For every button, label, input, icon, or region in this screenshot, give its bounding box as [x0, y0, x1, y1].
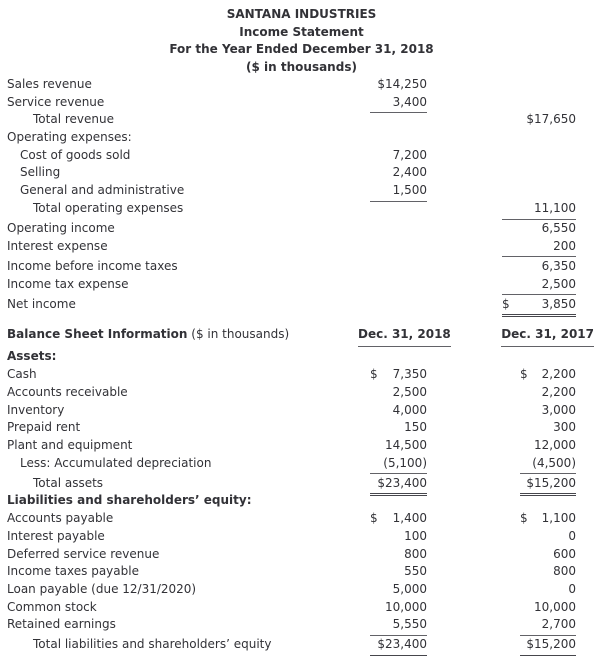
- amount-number: 3,850: [541, 296, 576, 311]
- row-label: Total liabilities and shareholders’ equity: [33, 637, 272, 652]
- row-amount-col2: [427, 636, 576, 656]
- row-label: Income before income taxes: [7, 258, 178, 273]
- row-label: Plant and equipment: [7, 437, 133, 452]
- balance-sheet-row: [7, 581, 576, 599]
- row-label: Loan payable (due 12/31/2020): [7, 581, 197, 596]
- income-statement-row: [7, 276, 576, 294]
- row-amount-col1: [340, 419, 427, 437]
- amount-value: 800: [553, 564, 576, 579]
- row-amount-col1: [340, 366, 427, 384]
- amount-value: 2,200: [541, 384, 576, 399]
- income-statement-row: [7, 164, 576, 182]
- row-amount-col2: [427, 510, 576, 528]
- amount-value: [370, 366, 427, 384]
- column-header-dec-31-2018: Dec. 31, 2018: [358, 326, 451, 347]
- statement-units: ($ in thousands): [246, 59, 357, 74]
- income-statement-row: [7, 238, 576, 256]
- row-amount-col1: [340, 636, 427, 656]
- row-amount-col2: [427, 616, 576, 636]
- amount-value: 5,000: [392, 581, 427, 596]
- row-amount-col2: [427, 111, 576, 129]
- row-label: Total revenue: [33, 112, 114, 127]
- amount-value: $15,200: [520, 475, 576, 497]
- company-name: SANTANA INDUSTRIES: [226, 7, 377, 21]
- row-amount-col1: [340, 546, 427, 564]
- income-statement-row: [7, 76, 576, 94]
- income-statement-heading: [17, 6, 586, 76]
- amount-value: (5,100): [370, 455, 427, 475]
- row-amount-col1: [340, 599, 427, 617]
- row-label: Cash: [7, 367, 37, 382]
- row-label: Total assets: [33, 475, 104, 490]
- row-amount-col1: [340, 581, 427, 599]
- currency-symbol: $: [370, 367, 378, 382]
- row-amount-col2: [427, 581, 576, 599]
- row-amount-col2: [427, 220, 576, 238]
- row-label: Assets:: [7, 349, 57, 364]
- amount-value: [502, 296, 576, 318]
- currency-symbol: $: [370, 511, 378, 526]
- balance-sheet-row: [7, 599, 576, 617]
- row-label: Less: Accumulated depreciation: [20, 455, 212, 470]
- row-label: Accounts receivable: [7, 384, 128, 399]
- row-label: Interest expense: [7, 238, 108, 253]
- row-label: Income taxes payable: [7, 564, 139, 579]
- row-amount-col1: [340, 616, 427, 636]
- column-2018-header-cell: [340, 326, 451, 347]
- balance-sheet-header-row: [7, 326, 594, 348]
- row-amount-col2: [427, 276, 576, 296]
- row-label: Interest payable: [7, 528, 105, 543]
- amount-value: 200: [502, 238, 576, 258]
- amount-number: 1,100: [541, 511, 576, 526]
- amount-value: $15,200: [520, 636, 576, 656]
- amount-value: 600: [553, 546, 576, 561]
- row-amount-col1: [340, 510, 427, 528]
- income-statement-rows: [7, 76, 576, 313]
- amount-value: 2,700: [520, 616, 576, 636]
- balance-sheet-row: [7, 563, 576, 581]
- row-amount-col2: [427, 419, 576, 437]
- income-statement-row: [7, 129, 576, 147]
- row-amount-col2: [427, 258, 576, 276]
- amount-value: 3,400: [370, 94, 427, 114]
- row-label: Common stock: [7, 599, 97, 614]
- row-amount-col2: [427, 475, 576, 497]
- row-label: Sales revenue: [7, 77, 92, 91]
- income-statement-row: [7, 296, 576, 314]
- income-statement-row: [7, 182, 576, 200]
- balance-sheet-title: [7, 326, 340, 344]
- row-label: Inventory: [7, 402, 65, 417]
- row-amount-col1: [340, 384, 427, 402]
- amount-number: 2,200: [541, 367, 576, 382]
- amount-value: 14,500: [385, 437, 427, 452]
- currency-symbol: $: [520, 367, 528, 382]
- row-amount-col2: [427, 455, 576, 475]
- balance-sheet-row: [7, 475, 576, 493]
- balance-sheet-row: [7, 528, 576, 546]
- amount-number: 7,350: [392, 367, 427, 382]
- row-label: Retained earnings: [7, 617, 116, 632]
- row-amount-col2: [427, 238, 576, 258]
- row-label: Operating expenses:: [7, 130, 132, 145]
- amount-value: [520, 510, 576, 528]
- row-label: Prepaid rent: [7, 420, 81, 435]
- amount-value: 3,000: [541, 402, 576, 417]
- balance-sheet-row: [7, 455, 576, 473]
- amount-value: 11,100: [502, 200, 576, 220]
- amount-value: $17,650: [526, 112, 576, 127]
- row-label: Cost of goods sold: [20, 147, 131, 162]
- amount-value: 4,000: [392, 402, 427, 417]
- amount-value: 800: [404, 546, 427, 561]
- balance-sheet-row: [7, 419, 576, 437]
- income-statement-row: [7, 111, 576, 129]
- row-amount-col1: [340, 164, 427, 182]
- balance-sheet-title-units: ($ in thousands): [191, 327, 290, 342]
- row-amount-col2: [427, 437, 576, 455]
- balance-sheet-row: [7, 510, 576, 528]
- income-statement-row: [7, 147, 576, 165]
- amount-value: 150: [404, 420, 427, 435]
- amount-value: 300: [553, 420, 576, 435]
- amount-value: $14,250: [377, 77, 427, 91]
- row-amount-col2: [427, 296, 576, 318]
- row-label: Accounts payable: [7, 511, 114, 526]
- row-amount-col1: [340, 94, 427, 114]
- row-label: Income tax expense: [7, 276, 129, 291]
- row-amount-col2: [427, 563, 576, 581]
- row-amount-col1: [340, 437, 427, 455]
- amount-value: (4,500): [520, 455, 576, 475]
- row-amount-col1: [340, 455, 427, 475]
- currency-symbol: $: [502, 296, 510, 311]
- statement-title: Income Statement: [239, 24, 364, 39]
- balance-sheet: [7, 326, 594, 654]
- balance-sheet-row: [7, 384, 576, 402]
- row-amount-col2: [427, 200, 576, 220]
- amount-value: 2,500: [392, 384, 427, 399]
- amount-value: 6,550: [541, 221, 576, 235]
- row-amount-col1: [340, 402, 427, 420]
- balance-sheet-row: [7, 437, 576, 455]
- amount-value: 10,000: [534, 599, 576, 614]
- balance-sheet-row: [7, 366, 576, 384]
- amount-value: 2,400: [392, 165, 427, 180]
- row-label: Liabilities and shareholders’ equity:: [7, 493, 252, 508]
- balance-sheet-rows: [7, 348, 576, 654]
- row-amount-col2: [427, 546, 576, 564]
- row-amount-col1: [340, 563, 427, 581]
- row-label: Selling: [20, 165, 61, 180]
- row-label: Deferred service revenue: [7, 546, 160, 561]
- row-label: Service revenue: [7, 94, 105, 109]
- row-amount-col2: [427, 366, 576, 384]
- amount-value: 6,350: [541, 258, 576, 273]
- row-amount-col1: [340, 528, 427, 546]
- amount-value: 0: [568, 581, 576, 596]
- balance-sheet-row: [7, 616, 576, 634]
- row-amount-col1: [340, 76, 427, 94]
- row-amount-col2: [427, 402, 576, 420]
- amount-value: $23,400: [370, 636, 427, 656]
- row-label: General and administrative: [20, 183, 185, 198]
- balance-sheet-row: [7, 546, 576, 564]
- column-header-dec-31-2017: Dec. 31, 2017: [501, 326, 594, 347]
- balance-sheet-row: [7, 636, 576, 654]
- amount-value: 2,500: [502, 276, 576, 296]
- amount-value: $23,400: [370, 475, 427, 497]
- amount-value: 550: [404, 564, 427, 579]
- balance-sheet-row: [7, 402, 576, 420]
- amount-value: [520, 366, 576, 384]
- row-amount-col1: [340, 475, 427, 497]
- row-amount-col1: [340, 182, 427, 202]
- balance-sheet-title-main: Balance Sheet Information: [7, 327, 188, 342]
- amount-value: 1,500: [370, 182, 427, 202]
- amount-value: [370, 510, 427, 528]
- currency-symbol: $: [520, 511, 528, 526]
- row-amount-col2: [427, 599, 576, 617]
- amount-value: 0: [568, 528, 576, 543]
- income-statement: [7, 6, 576, 313]
- row-amount-col1: [340, 147, 427, 165]
- amount-value: 10,000: [385, 599, 427, 614]
- row-label: Operating income: [7, 221, 115, 235]
- balance-sheet-row: [7, 348, 576, 366]
- amount-value: 100: [404, 528, 427, 543]
- income-statement-row: [7, 94, 576, 112]
- amount-value: 7,200: [392, 147, 427, 162]
- amount-number: 1,400: [392, 511, 427, 526]
- amount-value: 5,550: [370, 616, 427, 636]
- amount-value: 12,000: [534, 437, 576, 452]
- statement-period: For the Year Ended December 31, 2018: [169, 42, 434, 56]
- row-label: Total operating expenses: [33, 200, 184, 215]
- income-statement-row: [7, 200, 576, 218]
- row-label: Net income: [7, 296, 76, 311]
- row-amount-col2: [427, 384, 576, 402]
- row-amount-col2: [427, 528, 576, 546]
- income-statement-row: [7, 220, 576, 238]
- income-statement-row: [7, 258, 576, 276]
